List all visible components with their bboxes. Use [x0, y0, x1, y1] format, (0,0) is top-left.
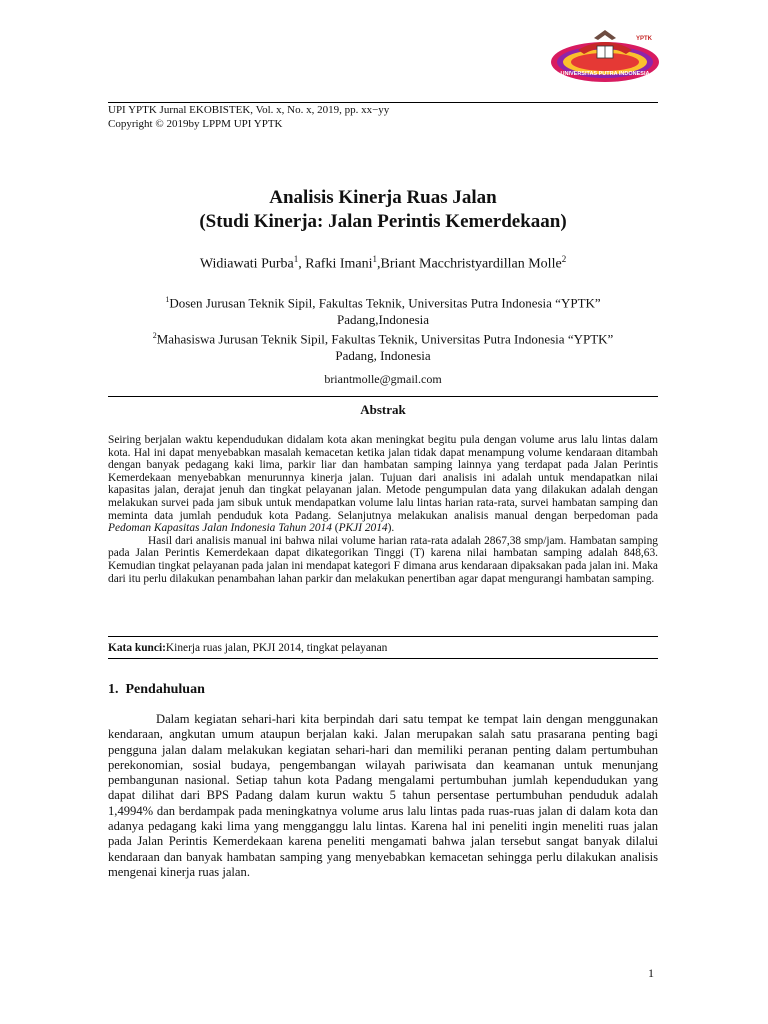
- abstract-text: ).: [387, 522, 395, 535]
- author-name: Rafki Imani: [305, 256, 373, 272]
- copyright-line: Copyright © 2019by LPPM UPI YPTK: [108, 117, 283, 130]
- keywords-text: Kinerja ruas jalan, PKJI 2014, tingkat pelayanan: [165, 642, 388, 654]
- author-sup: 1: [293, 254, 299, 264]
- abstract-body: [108, 434, 658, 585]
- abstract-heading: Abstrak: [360, 402, 406, 417]
- abstract-top-rule: [108, 396, 658, 397]
- university-logo: [548, 28, 662, 86]
- affiliation-city: Padang, Indonesia: [335, 348, 431, 364]
- affiliation-2: [108, 328, 658, 348]
- abstract-text: Seiring berjalan waktu kependudukan didalam kota akan meningkat begitu pula dengan volume arus lalu lintas dalam kota. Hal ini dapat menyebabkan masalah kemacetan ketika jalan tidak dapat menampung volume kendaraan ditambah dengan banyak pedagang kaki lima, parkir liar dan hambatan samping lainnya yang terdapat pada Jalan Perintis Kemerdekaan menyebabkan menurunnya kinerja jalan. Tujuan dari analisis ini adalah untuk mendapatkan nilai kapasitas jalan, derajat jenuh dan tingkat pelayanan jalan. Metode pengumpulan data yang dilakukan adalah dengan melakukan survei pada jam sibuk untuk mendapatkan volume lalu lintas harian rata-rata, survei hambatan samping dan meminta data jumlah penduduk kota Padang. Selanjutnya melakukan analisis manual dengan berpedoman pada: [108, 434, 658, 522]
- author-list: [108, 250, 658, 274]
- affiliation-sup: 2: [152, 331, 157, 341]
- body-paragraph: Dalam kegiatan sehari-hari kita berpindah dari satu tempat ke tempat lain dengan menggunakan kendaraan, angkutan umum ataupun berjalan kaki. Jalan merupakan salah satu prasarana penting bagi pengguna jalan dalam melakukan kegiatan sehari-hari dan memiliki peranan penting dalam pertumbuhan perekonomian, sosial budaya, pengembangan wilayah pariwisata dan keamanan untuk menunjang pembangunan nasional. Setiap tahun kota Padang mengalami pertumbuhan jumlah kependudukan yang dapat dilihat dari BPS Padang dalam kurun waktu 5 tahun persentase pertumbuhan penduduk adalah 1,4994% dan berdampak pada meningkatnya volume arus lalu lintas pada ruas-ruas jalan di dalam kota dan adanya pedagang kaki lima yang mengganggu lalu lintas. Karena hal ini peneliti ingin meneliti ruas jalan pada Jalan Perintis Kemerdekaan karena peneliti mengamati bahwa jalan tersebut sangat banyak dilalui kendaraan dan banyak hambatan samping yang menyebabkan kemacetan sehingga perlu dilakukan analisis mengenai kinerja ruas jalan.: [108, 712, 658, 879]
- header-rule: [108, 102, 658, 103]
- abstract-italic-reference: Pedoman Kapasitas Jalan Indonesia Tahun 2014: [108, 522, 332, 535]
- journal-line: UPI YPTK Jurnal EKOBISTEK, Vol. x, No. x, 2019, pp. xx−yy: [108, 104, 390, 116]
- logo-top-text: YPTK: [636, 36, 653, 42]
- journal-header: [108, 104, 658, 131]
- affiliation-line: Mahasiswa Jurusan Teknik Sipil, Fakultas Teknik, Universitas Putra Indonesia “YPTK”: [156, 331, 614, 347]
- affiliations: [108, 292, 658, 365]
- author-name: Widiawati Purba: [199, 256, 294, 272]
- abstract-paragraph-2: Hasil dari analisis manual ini bahwa nilai volume harian rata-rata adalah 2867,38 smp/jam. Hambatan samping pada Jalan Perintis Kemerdekaan dapat dikategorikan Tinggi (T) karena nilai hambatan samping adalah 848,63. Kemudian tingkat pelayanan pada jalan ini mendapat kategori F dimana arus kendaraan dipaksakan pada jalan ini. Maka dari itu perlu dilakukan penambahan lahan parkir dan melakukan penertiban agar dapat mengurangi hambatan samping.: [108, 534, 658, 585]
- keywords-top-rule: [108, 636, 658, 637]
- keywords-bottom-rule: [108, 658, 658, 659]
- affiliation-sup: 1: [165, 295, 170, 304]
- affiliation-1: [108, 292, 658, 312]
- affiliation-line: Dosen Jurusan Teknik Sipil, Fakultas Teknik, Universitas Putra Indonesia “YPTK”: [169, 295, 601, 311]
- author-sup: 2: [561, 254, 567, 264]
- keywords-label: Kata kunci:: [108, 642, 166, 654]
- title-line-2: (Studi Kinerja: Jalan Perintis Kemerdekaan): [199, 211, 567, 232]
- author-separator: ,: [298, 256, 306, 272]
- author-separator: ,: [377, 256, 381, 272]
- university-logo-icon: [548, 28, 662, 86]
- paper-title: [108, 186, 658, 234]
- page-number: 1: [648, 966, 654, 980]
- section-heading: 1. Pendahuluan: [108, 682, 205, 697]
- author-name: Briant Macchristyardillan Molle: [380, 256, 562, 272]
- keywords: [108, 642, 658, 654]
- abstract-text: (: [331, 522, 339, 535]
- abstract-paragraph-1: [108, 434, 658, 535]
- title-line-1: Analisis Kinerja Ruas Jalan: [269, 187, 497, 208]
- affiliation-city: Padang,Indonesia: [336, 311, 430, 327]
- section-body: [108, 712, 658, 880]
- contact-email: briantmolle@gmail.com: [324, 372, 442, 386]
- logo-text: UNIVERSITAS PUTRA INDONESIA: [560, 71, 650, 77]
- author-sup: 1: [372, 254, 377, 264]
- abstract-italic-abbrev: PKJI 2014: [338, 522, 388, 535]
